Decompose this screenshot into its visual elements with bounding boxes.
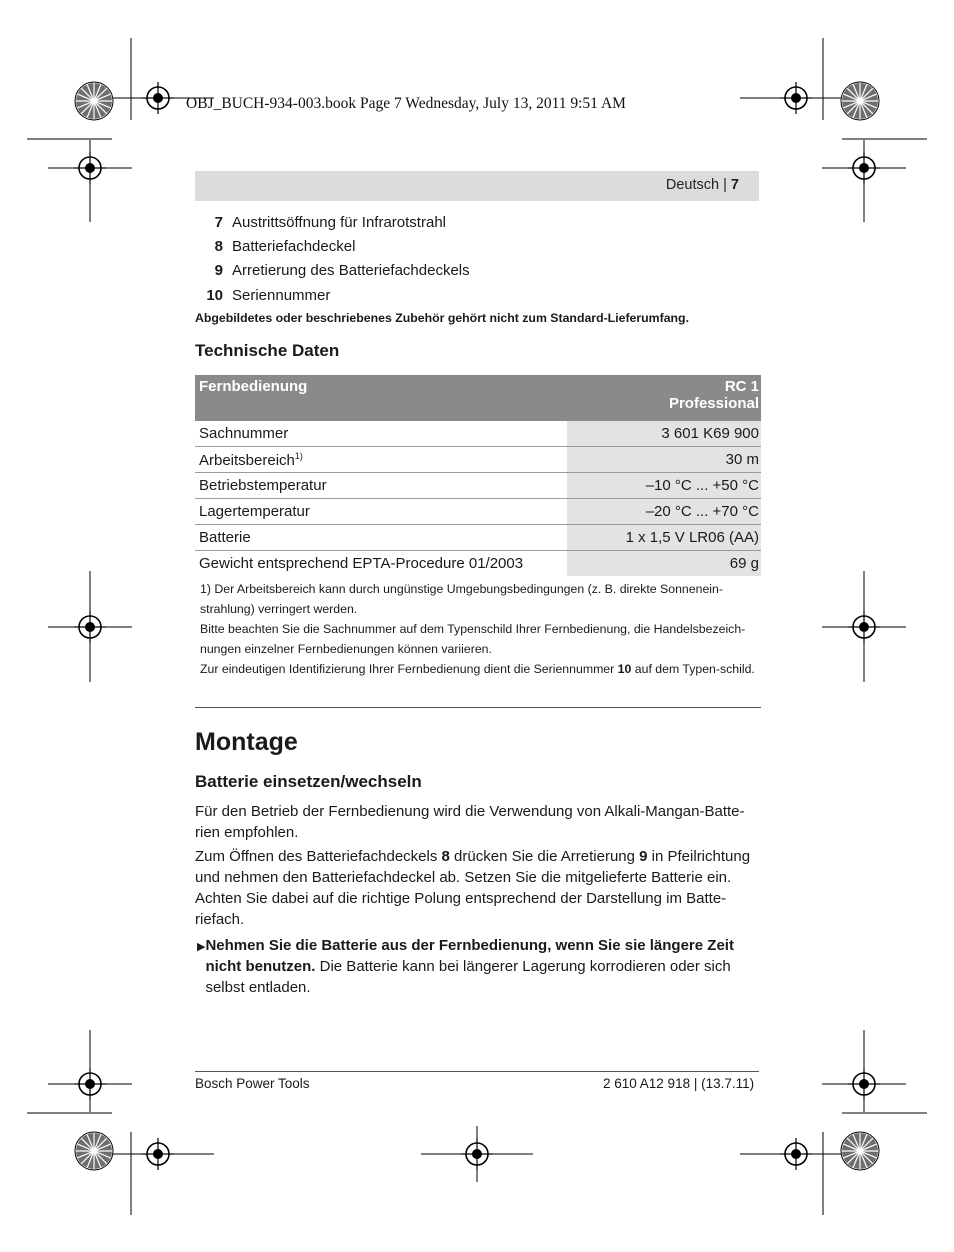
- spec-label: Betriebstemperatur: [195, 473, 567, 499]
- divider: [195, 707, 761, 708]
- accessory-note: Abgebildetes oder beschriebenes Zubehör gehört nicht zum Standard-Lieferumfang.: [195, 311, 689, 325]
- table-row: [195, 421, 761, 447]
- header-cell-product: Fernbedienung: [195, 375, 567, 421]
- footer-docnumber: 2 610 A12 918 | (13.7.11): [603, 1076, 755, 1091]
- spec-value: –20 °C ... +70 °C: [567, 499, 761, 525]
- spec-value: 1 x 1,5 V LR06 (AA): [567, 525, 761, 551]
- item-number: 10: [206, 286, 223, 304]
- spec-label: Gewicht entsprechend EPTA-Procedure 01/2003: [199, 555, 524, 572]
- spec-value: –10 °C ... +50 °C: [567, 473, 761, 499]
- item-number: 8: [214, 237, 223, 255]
- header-cell-model: [567, 375, 761, 421]
- model-line-1: RC 1: [724, 378, 759, 395]
- footnote-1: 1) Der Arbeitsbereich kann durch ungünstige Umgebungsbedingungen (z. B. direkte Sonnenein-strahlung) verringert werden.: [200, 582, 723, 616]
- page-header-text: [666, 177, 739, 193]
- spec-value: 30 m: [567, 447, 761, 473]
- warning-bold: Nehmen Sie die Batterie aus der Fernbedienung, wenn Sie sie längere Zeit nicht benutzen.: [205, 937, 734, 975]
- table-row: [195, 447, 761, 473]
- footnote-2: Bitte beachten Sie die Sachnummer auf dem Typenschild Ihrer Fernbedienung, die Handelsbezeich-nungen einzelner Fernbedienungen können variieren.: [200, 622, 746, 656]
- table-row: [195, 473, 761, 499]
- spec-label: Arbeitsbereich: [199, 451, 295, 469]
- paragraph-text: drücken Sie die Arretierung: [449, 848, 640, 865]
- table-row: [195, 525, 761, 551]
- spec-table: [195, 375, 761, 576]
- warning-item: [197, 935, 757, 998]
- section-heading-technical-data: Technische Daten: [195, 341, 340, 360]
- footnote-3-text-end: auf dem Typen-schild.: [631, 662, 755, 676]
- footnote-3-text: Zur eindeutigen Identifizierung Ihrer Fernbedienung dient die Seriennummer: [200, 662, 618, 676]
- footnote-ref: 1): [294, 450, 303, 461]
- chapter-title: Montage: [195, 728, 298, 756]
- warning-normal: Die Batterie kann bei längerer Lagerung korrodieren oder sich selbst entladen.: [205, 958, 731, 996]
- paragraph-text: in Pfeilrichtung und nehmen den Batteriefachdeckel ab. Setzen Sie die mitgelieferte Batterie ein. Achten Sie dabei auf die richtige Polung entsprechend der Darstellung im Batte-riefach.: [195, 848, 751, 928]
- footnote-3: [200, 660, 761, 680]
- page-number: 7: [730, 177, 739, 193]
- table-header-row: [195, 375, 761, 421]
- spec-value: 3 601 K69 900: [567, 421, 761, 447]
- footer-rule: [195, 1071, 759, 1072]
- item-label: Austrittsöffnung für Infrarotstrahl: [232, 213, 446, 231]
- table-row: [195, 551, 761, 577]
- warning-text: [205, 935, 757, 998]
- spec-label: Batterie: [195, 525, 567, 551]
- item-number: 9: [214, 262, 223, 280]
- page-header-bar: [195, 171, 759, 201]
- section-label: Deutsch |: [665, 177, 731, 193]
- table-row: [195, 499, 761, 525]
- item-label: Batteriefachdeckel: [232, 237, 356, 255]
- ref-number: 9: [639, 848, 648, 865]
- footnote-3-ref: 10: [617, 662, 632, 676]
- list-item: [195, 210, 755, 234]
- parts-list: [195, 210, 755, 307]
- item-number: 7: [214, 213, 223, 231]
- spec-label: Lagertemperatur: [195, 499, 567, 525]
- list-item: [195, 234, 755, 258]
- paragraph-text: Zum Öffnen des Batteriefachdeckels: [195, 848, 442, 865]
- model-line-2: Professional: [668, 395, 759, 412]
- spec-value: 69 g: [567, 551, 761, 577]
- paragraph-1: [195, 801, 761, 843]
- item-label: Arretierung des Batteriefachdeckels: [232, 262, 470, 280]
- list-item: [195, 283, 755, 307]
- ref-number: 8: [441, 848, 450, 865]
- spec-label: Sachnummer: [195, 421, 567, 447]
- paragraph-2: [195, 846, 761, 930]
- list-item: [195, 259, 755, 283]
- bullet-arrow-icon: ▶: [197, 941, 206, 953]
- item-label: Seriennummer: [232, 286, 331, 304]
- table-footnotes: [195, 580, 761, 681]
- footer-publisher: Bosch Power Tools: [195, 1076, 310, 1091]
- spec-label-cell: [195, 447, 567, 473]
- print-job-header: OBJ_BUCH-934-003.book Page 7 Wednesday, July 13, 2011 9:51 AM: [186, 95, 626, 112]
- paragraph-text: Für den Betrieb der Fernbedienung wird die Verwendung von Alkali-Mangan-Batte-rien empfohlen.: [195, 803, 745, 841]
- section-heading-battery: Batterie einsetzen/wechseln: [195, 772, 422, 791]
